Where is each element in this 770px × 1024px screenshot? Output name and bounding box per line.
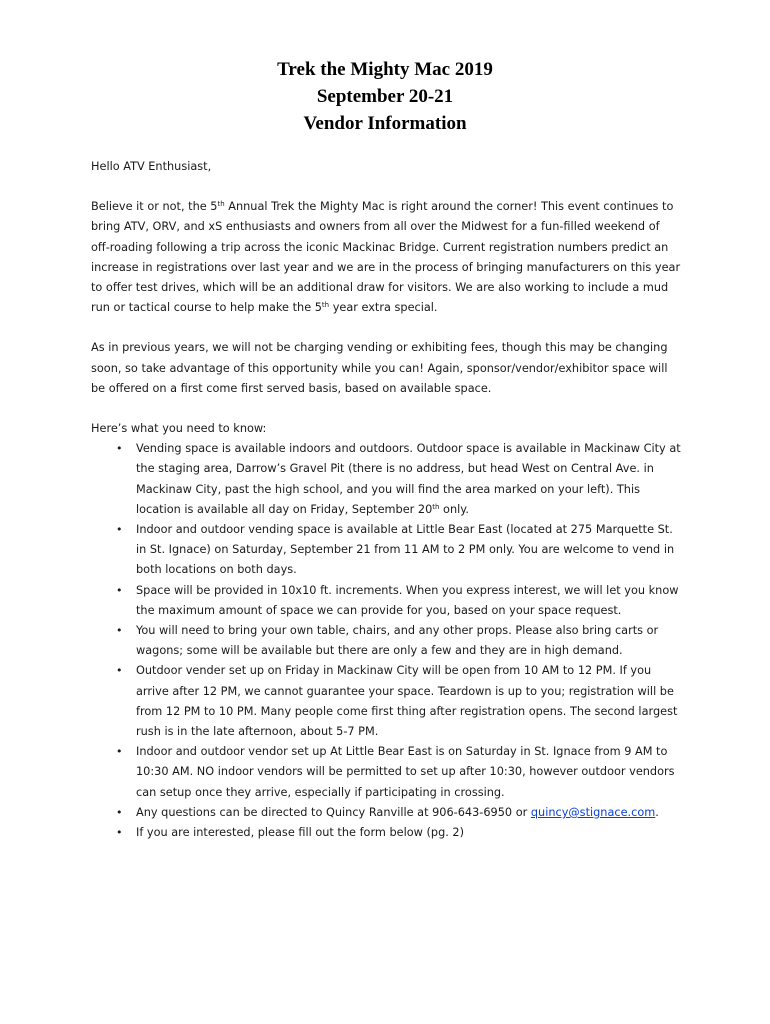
list-item: • Vending space is available indoors and outdoors. Outdoor space is available in Mackinaw City at the staging area, Darrow’s Gravel Pit (there is no address, but head West on Central Ave. in Mackinaw City, past the high school, and you will find the area marked on your left). This location is available all day on Friday, September 20th only.: [91, 439, 681, 520]
event-title: Trek the Mighty Mac 2019: [277, 59, 493, 80]
list-item: • Space will be provided in 10x10 ft. increments. When you express interest, we will let you know the maximum amount of space we can provide for you, based on your space request.: [91, 581, 681, 621]
info-list: [91, 439, 681, 843]
list-item: • If you are interested, please fill out the form below (pg. 2): [91, 823, 681, 843]
list-item: • Any questions can be directed to Quincy Ranville at 906-643-6950 or quincy@stignace.com.: [91, 803, 681, 823]
fees-paragraph: As in previous years, we will not be charging vending or exhibiting fees, though this may be changing soon, so take advantage of this opportunity while you can! Again, sponsor/vendor/exhibitor space will be offered on a first come first served basis, based on available space.: [91, 341, 668, 395]
document-subtitle: Vendor Information: [303, 113, 467, 134]
bullet-icon: •: [116, 826, 123, 840]
title-block: [0, 56, 770, 137]
bullet-icon: •: [116, 442, 123, 456]
list-item: • Indoor and outdoor vending space is available at Little Bear East (located at 275 Marquette St. in St. Ignace) on Saturday, September 21 from 11 AM to 2 PM only. You are welcome to vend in both locations on both days.: [91, 520, 681, 581]
bullet-icon: •: [116, 583, 123, 597]
list-item: • You will need to bring your own table, chairs, and any other props. Please also bring carts or wagons; some will be available but there are only a few and they are in high demand.: [91, 621, 681, 661]
event-dates: September 20-21: [316, 86, 454, 107]
intro-paragraph: Believe it or not, the 5th Annual Trek the Mighty Mac is right around the corner! This event continues to bring ATV, ORV, and xS enthusiasts and owners from all over the Midwest for a fun-filled weekend of off-roading following a trip across the iconic Mackinac Bridge. Current registration numbers predict an increase in registrations over last year and we are in the process of bringing manufacturers on this year to offer test drives, which will be an additional draw for visitors. We are also working to include a mud run or tactical course to help make the 5th year extra special.: [91, 200, 681, 315]
list-item: • Outdoor vender set up on Friday in Mackinaw City will be open from 10 AM to 12 PM. If you arrive after 12 PM, we cannot guarantee your space. Teardown is up to you; registration will be from 12 PM to 10 PM. Many people come first thing after registration opens. The second largest rush is in the late afternoon, about 5-7 PM.: [91, 661, 681, 742]
bullet-icon: •: [116, 624, 123, 638]
bullet-icon: •: [116, 664, 123, 678]
list-item: • Indoor and outdoor vendor set up At Little Bear East is on Saturday in St. Ignace from 9 AM to 10:30 AM. NO indoor vendors will be permitted to set up after 10:30, however outdoor vendors can setup once they arrive, especially if participating in crossing.: [91, 742, 681, 803]
need-to-know-heading: Here’s what you need to know:: [91, 422, 267, 436]
letter-body: [91, 157, 681, 843]
contact-email-link[interactable]: quincy@stignace.com: [530, 805, 656, 819]
greeting: Hello ATV Enthusiast,: [91, 160, 212, 173]
bullet-icon: •: [116, 745, 123, 759]
bullet-icon: •: [116, 805, 123, 819]
bullet-icon: •: [116, 523, 123, 537]
